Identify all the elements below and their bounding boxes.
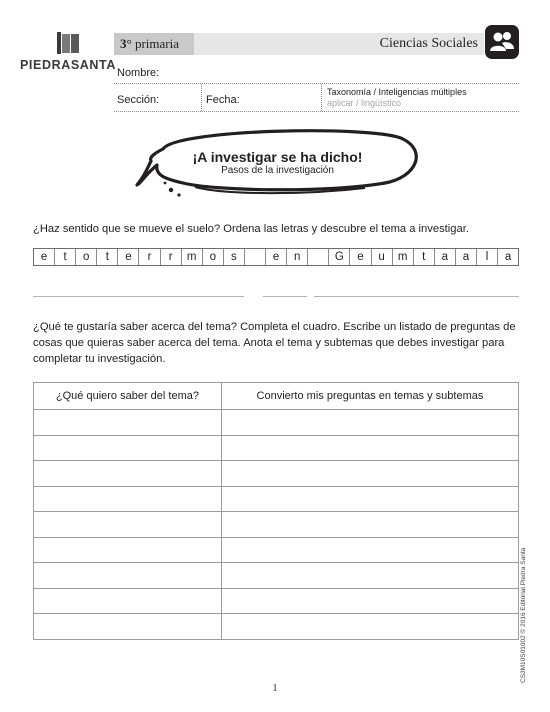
letter-cell: m (182, 249, 203, 265)
answer-line[interactable] (314, 296, 519, 297)
letter-cell: a (456, 249, 477, 265)
grade-number: 3° (120, 36, 132, 51)
topic-cell[interactable] (221, 435, 518, 461)
topic-cell[interactable] (221, 410, 518, 436)
publisher-name: PIEDRASANTA (20, 58, 116, 72)
page-number: 1 (272, 683, 278, 694)
question-cell[interactable] (34, 486, 222, 512)
grade-label (114, 33, 194, 55)
people-icon (485, 25, 519, 59)
question-cell[interactable] (34, 410, 222, 436)
topic-cell[interactable] (221, 588, 518, 614)
topic-cell[interactable] (221, 563, 518, 589)
publisher-logo (20, 30, 116, 74)
question-cell[interactable] (34, 461, 222, 487)
table-header-row (34, 383, 519, 410)
nombre-line[interactable] (114, 83, 519, 84)
question-cell[interactable] (34, 512, 222, 538)
nombre-label: Nombre: (117, 67, 160, 79)
topic-cell[interactable] (221, 512, 518, 538)
field-divider (201, 84, 202, 111)
table-row (34, 461, 519, 487)
letter-cell: G (329, 249, 350, 265)
letter-cell: e (34, 249, 55, 265)
letter-cell: u (372, 249, 393, 265)
letter-cell: e (118, 249, 139, 265)
table-row (34, 435, 519, 461)
letter-cell: a (435, 249, 456, 265)
letter-cell: t (97, 249, 118, 265)
table-row (34, 410, 519, 436)
letter-cell: s (224, 249, 245, 265)
taxonomy-label: Taxonomía / Inteligencias múltiples (327, 87, 467, 97)
column-header-questions: ¿Qué quiero saber del tema? (34, 383, 222, 410)
instruction-table: ¿Qué te gustaría saber acerca del tema? Completa el cuadro. Escribe un listado de preguntas de cosas que quieras saber acerca del tema. Anota el tema y subtemas que debes investigar para completar tu investigación. (33, 321, 516, 365)
instruction-scramble: ¿Haz sentido que se mueve el suelo? Ordena las letras y descubre el tema a investigar. (33, 223, 469, 235)
seccion-label: Sección: (117, 94, 160, 106)
topic-cell[interactable] (221, 537, 518, 563)
letter-cell (245, 249, 266, 265)
table-row (34, 588, 519, 614)
topic-cell[interactable] (221, 486, 518, 512)
letter-cell: t (414, 249, 435, 265)
letter-cell: o (76, 249, 97, 265)
seccion-line[interactable] (114, 111, 519, 112)
letter-cell: a (504, 251, 512, 263)
letter-cell (308, 249, 329, 265)
letter-cell: r (161, 249, 182, 265)
letter-cell: e (266, 249, 287, 265)
question-cell[interactable] (34, 614, 222, 640)
table-row (34, 486, 519, 512)
book-logo-icon (57, 32, 81, 54)
field-divider (321, 84, 322, 111)
letter-cell: l (477, 249, 498, 265)
copyright-note: CS3M10S01002 © 2016 Editorial Piedra Santa (520, 547, 527, 683)
table-row (34, 512, 519, 538)
questions-table (33, 382, 519, 640)
letter-cell: e (350, 249, 371, 265)
letter-cell: t (55, 249, 76, 265)
question-cell[interactable] (34, 563, 222, 589)
fecha-label: Fecha: (206, 94, 240, 106)
topic-cell[interactable] (221, 461, 518, 487)
column-header-topics: Convierto mis preguntas en temas y subtemas (221, 383, 518, 410)
letter-cell: m (393, 249, 414, 265)
question-cell[interactable] (34, 537, 222, 563)
topic-cell[interactable] (221, 614, 518, 640)
letter-cell: o (203, 249, 224, 265)
answer-line[interactable] (263, 296, 307, 297)
banner-title: ¡A investigar se ha dicho! (192, 149, 363, 165)
letter-cell: r (139, 249, 160, 265)
taxonomy-block (327, 87, 467, 109)
question-cell[interactable] (34, 588, 222, 614)
question-cell[interactable] (34, 435, 222, 461)
table-row (34, 537, 519, 563)
taxonomy-values: aplicar / lingüístico (327, 98, 402, 108)
letter-cell: n (287, 249, 308, 265)
answer-line[interactable] (33, 296, 244, 297)
subject-title: Ciencias Sociales (379, 36, 478, 51)
grade-word: primaria (131, 36, 179, 51)
table-row (34, 563, 519, 589)
banner-subtitle: Pasos de la investigación (221, 165, 334, 176)
table-row (34, 614, 519, 640)
letter-strip (33, 248, 519, 266)
